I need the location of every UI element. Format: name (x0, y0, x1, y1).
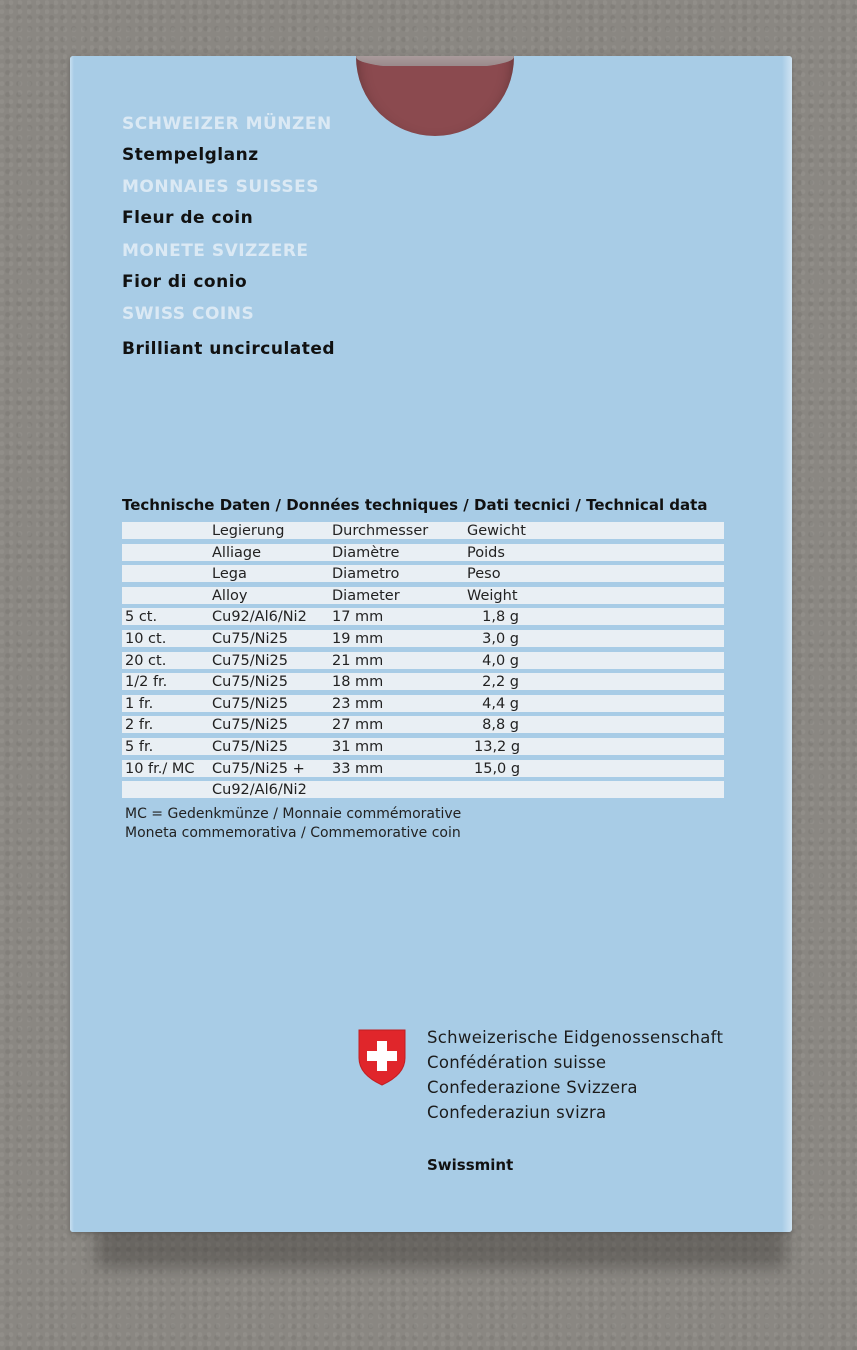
denomination-cell: 5 fr. (125, 738, 154, 755)
alloy-cell: Cu75/Ni25 (212, 630, 288, 647)
denomination-cell: 10 ct. (125, 630, 167, 647)
brand-swissmint: Swissmint (427, 1156, 514, 1174)
weight-cell: 4,4 g (482, 695, 519, 712)
note-line-2: Moneta commemorativa / Commemorative coin (125, 825, 461, 841)
denomination-cell: 1 fr. (125, 695, 154, 712)
weight-cell: Peso (467, 566, 501, 583)
table-header-row (122, 542, 724, 564)
weight-cell: Weight (467, 587, 518, 604)
table-row (122, 606, 724, 628)
confederation-italian: Confederazione Svizzera (427, 1078, 638, 1097)
denomination-cell: 10 fr./ MC (125, 760, 195, 777)
weight-cell: 13,2 g (474, 738, 521, 755)
diameter-cell: Durchmesser (332, 523, 429, 539)
diameter-cell: 31 mm (332, 738, 384, 755)
diameter-cell: Diametro (332, 566, 400, 583)
heading-italian: MONETE SVIZZERE (122, 241, 309, 261)
table-header-row (122, 585, 724, 607)
inner-case-rim (356, 56, 514, 66)
package-shadow (96, 1228, 786, 1268)
coin-set-package (70, 56, 792, 1232)
table-row (122, 714, 724, 736)
alloy-cell: Cu92/Al6/Ni2 (212, 609, 307, 626)
alloy-cell: Cu75/Ni25 (212, 738, 288, 755)
table-row (122, 758, 724, 780)
sleeve-thumb-notch[interactable] (356, 56, 514, 136)
diameter-cell: 19 mm (332, 630, 384, 647)
weight-cell: 3,0 g (482, 630, 519, 647)
alloy-cell: Cu75/Ni25 + (212, 760, 305, 777)
alloy-cell: Legierung (212, 523, 285, 539)
alloy-cell: Cu75/Ni25 (212, 695, 288, 712)
weight-cell: 2,2 g (482, 674, 519, 691)
denomination-cell: 1/2 fr. (125, 674, 168, 691)
package-left-edge (70, 56, 74, 1232)
diameter-cell: Diameter (332, 587, 400, 604)
package-right-edge (782, 56, 792, 1232)
subheading-french: Fleur de coin (122, 208, 254, 228)
heading-english: SWISS COINS (122, 304, 255, 324)
alloy-cell: Lega (212, 566, 247, 583)
table-header-row (122, 563, 724, 585)
diameter-cell: 17 mm (332, 609, 384, 626)
denomination-cell: 5 ct. (125, 609, 158, 626)
table-row (122, 693, 724, 715)
weight-cell: Poids (467, 544, 505, 561)
table-header-row (122, 520, 724, 542)
table-row (122, 779, 724, 801)
weight-cell: Gewicht (467, 523, 526, 539)
technical-data-table (122, 520, 724, 801)
swiss-cross-shield-icon (357, 1028, 407, 1086)
confederation-romansh: Confederaziun svizra (427, 1103, 607, 1122)
diameter-cell: 27 mm (332, 717, 384, 734)
table-row (122, 736, 724, 758)
confederation-french: Confédération suisse (427, 1053, 607, 1072)
diameter-cell: 23 mm (332, 695, 384, 712)
alloy-cell: Cu92/Al6/Ni2 (212, 782, 307, 799)
heading-french: MONNAIES SUISSES (122, 177, 320, 197)
weight-cell: 15,0 g (474, 760, 521, 777)
alloy-cell: Alloy (212, 587, 248, 604)
diameter-cell: 21 mm (332, 652, 384, 669)
technical-data-title: Technische Daten / Données techniques / Dati tecnici / Technical data (122, 496, 708, 514)
table-row (122, 671, 724, 693)
alloy-cell: Cu75/Ni25 (212, 717, 288, 734)
confederation-german: Schweizerische Eidgenossenschaft (427, 1028, 724, 1047)
denomination-cell: 20 ct. (125, 652, 167, 669)
weight-cell: 8,8 g (482, 717, 519, 734)
subheading-english: Brilliant uncirculated (122, 339, 336, 359)
table-row (122, 650, 724, 672)
diameter-cell: 18 mm (332, 674, 384, 691)
alloy-cell: Cu75/Ni25 (212, 674, 288, 691)
note-line-1: MC = Gedenkmünze / Monnaie commémorative (125, 806, 462, 822)
subheading-german: Stempelglanz (122, 145, 259, 165)
subheading-italian: Fior di conio (122, 272, 248, 292)
diameter-cell: 33 mm (332, 760, 384, 777)
alloy-cell: Cu75/Ni25 (212, 652, 288, 669)
denomination-cell: 2 fr. (125, 717, 154, 734)
table-row (122, 628, 724, 650)
weight-cell: 4,0 g (482, 652, 519, 669)
heading-german: SCHWEIZER MÜNZEN (122, 114, 332, 134)
diameter-cell: Diamètre (332, 544, 400, 561)
weight-cell: 1,8 g (482, 609, 519, 626)
alloy-cell: Alliage (212, 544, 262, 561)
